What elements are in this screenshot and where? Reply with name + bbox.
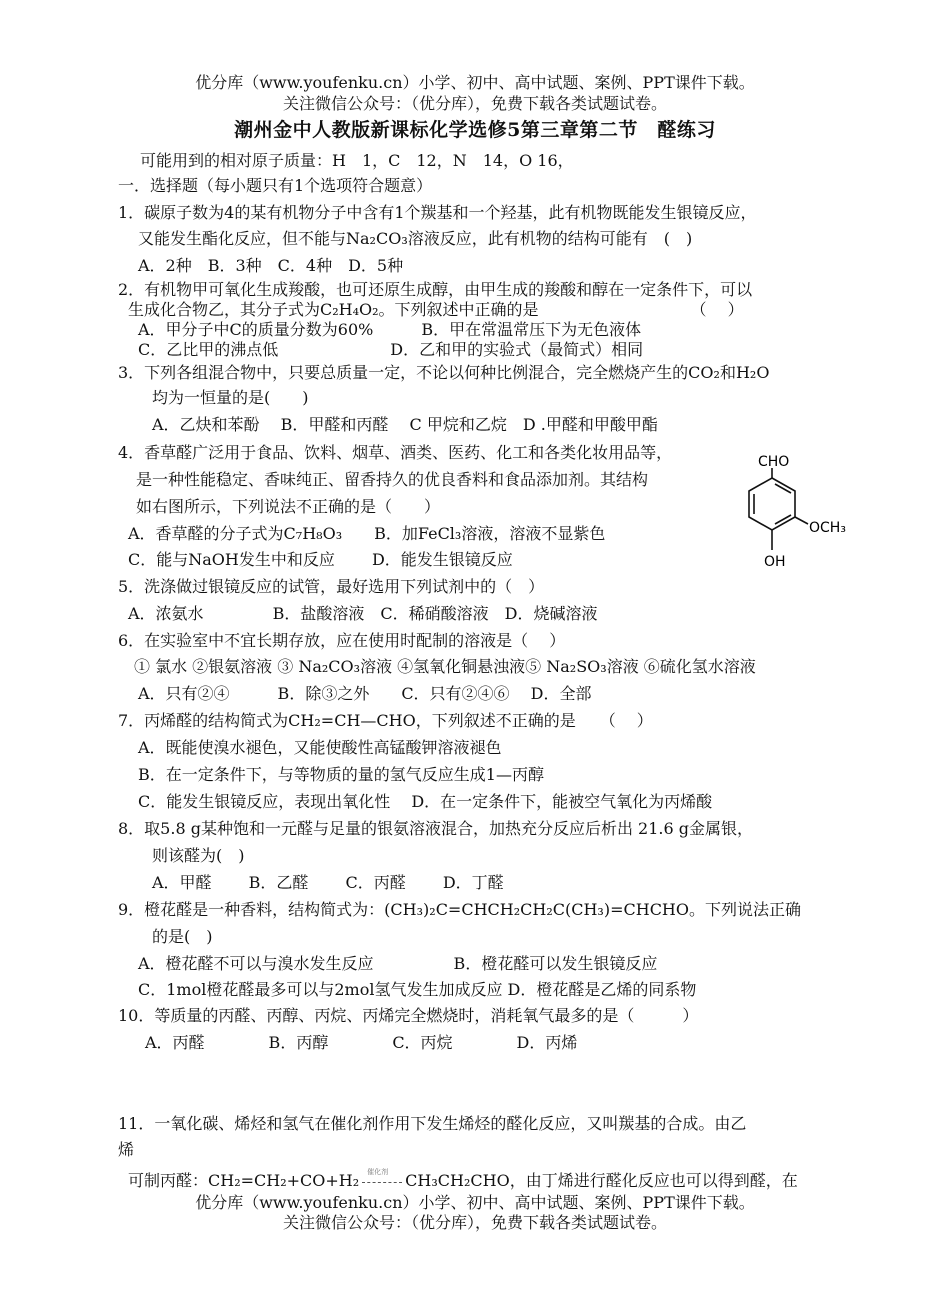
vanillin-structure — [740, 448, 870, 588]
catalyst-label: 催化剂 — [367, 1167, 389, 1176]
q5-line1: 5．洗涤做过银镜反应的试管，最好选用下列试剂中的（ ） — [118, 577, 545, 596]
q9-option-ab: A．橙花醛不可以与溴水发生反应 B．橙花醛可以发生银镜反应 — [138, 954, 658, 973]
q11-equation-left: 可制丙醛：CH₂=CH₂+CO+H₂ — [128, 1171, 360, 1190]
aldehyde-group-label: CHO — [758, 454, 790, 470]
section-heading: 一．选择题（每小题只有1个选项符合题意） — [118, 176, 433, 195]
benzene-ring — [749, 468, 808, 550]
q10-options: A．丙醛 B．丙醇 C．丙烷 D．丙烯 — [145, 1033, 578, 1052]
q9-line1: 9．橙花醛是一种香料，结构简式为：(CH₃)₂C=CHCH₂CH₂C(CH₃)=CHCHO。下列说法正确 — [118, 900, 802, 919]
q3-options: A．乙炔和苯酚 B．甲醛和丙醛 C 甲烷和乙烷 D .甲醛和甲酸甲酯 — [152, 415, 658, 434]
q10-line1: 10．等质量的丙醛、丙醇、丙烷、丙烯完全燃烧时，消耗氧气最多的是（ ） — [118, 1006, 699, 1025]
q11-equation-right: CH₃CH₂CHO，由丁烯进行醛化反应也可以得到醛，在 — [405, 1171, 798, 1190]
q2-option-ab: A．甲分子中C的质量分数为60% B．甲在常温常压下为无色液体 — [138, 320, 642, 339]
q1-line1: 1．碳原子数为4的某有机物分子中含有1个羰基和一个羟基，此有机物既能发生银镜反应， — [118, 203, 757, 222]
catalyst-arrow — [359, 1167, 405, 1189]
q7-option-cd: C．能发生银镜反应，表现出氧化性 D．在一定条件下，能被空气氧化为丙烯酸 — [138, 792, 713, 811]
q4-option-cd: C．能与NaOH发生中和反应 D．能发生银镜反应 — [128, 550, 513, 569]
q7-option-a: A．既能使溴水褪色，又能使酸性高锰酸钾溶液褪色 — [138, 738, 502, 757]
q3-line2: 均为一恒量的是( ) — [152, 388, 309, 407]
arrow-line-icon — [362, 1182, 402, 1183]
q6-options: A．只有②④ B．除③之外 C．只有②④⑥ D．全部 — [138, 684, 592, 703]
page-title: 潮州金中人教版新课标化学选修5第三章第二节 醛练习 — [234, 119, 716, 141]
q6-line1: 6．在实验室中不宜长期存放，应在使用时配制的溶液是（ ） — [118, 631, 566, 650]
q8-line1: 8．取5.8 g某种饱和一元醛与足量的银氨溶液混合，加热充分反应后析出 21.6 g金属银， — [118, 819, 753, 838]
q2-option-cd: C．乙比甲的沸点低 D．乙和甲的实验式（最简式）相同 — [138, 340, 644, 359]
q6-line2: ① 氯水 ②银氨溶液 ③ Na₂CO₃溶液 ④氢氧化铜悬浊液⑤ Na₂SO₃溶液 ⑥硫化氢水溶液 — [134, 657, 756, 676]
q5-options: A．浓氨水 B．盐酸溶液 C．稀硝酸溶液 D．烧碱溶液 — [128, 604, 598, 623]
footer-line-1: 优分库（www.youfenku.cn）小学、初中、高中试题、案例、PPT课件下载。 — [195, 1193, 755, 1212]
q4-line1: 4．香草醛广泛用于食品、饮料、烟草、酒类、医药、化工和各类化妆用品等， — [118, 443, 673, 462]
q1-options: A．2种 B．3种 C．4种 D．5种 — [138, 256, 404, 275]
q1-line2: 又能发生酯化反应，但不能与Na₂CO₃溶液反应，此有机物的结构可能有 ( ) — [138, 229, 693, 248]
q8-line2: 则该醛为( ) — [152, 846, 245, 865]
q2-line2: 生成化合物乙，其分子式为C₂H₄O₂。下列叙述中正确的是 （ ） — [128, 300, 744, 319]
q7-line1: 7．丙烯醛的结构简式为CH₂=CH—CHO，下列叙述不正确的是 （ ） — [118, 711, 653, 730]
header-line-2: 关注微信公众号：（优分库），免费下载各类试题试卷。 — [282, 94, 667, 113]
q3-line1: 3．下列各组混合物中，只要总质量一定，不论以何种比例混合，完全燃烧产生的CO₂和H₂O — [118, 363, 770, 382]
q4-line3: 如右图所示，下列说法不正确的是（ ） — [136, 497, 441, 516]
q4-line2: 是一种性能稳定、香味纯正、留香持久的优良香料和食品添加剂。其结构 — [136, 470, 649, 489]
q11-line1: 11．一氧化碳、烯烃和氢气在催化剂作用下发生烯烃的醛化反应，又叫羰基的合成。由乙 — [118, 1114, 747, 1133]
q2-line1: 2．有机物甲可氧化生成羧酸，也可还原生成醇，由甲生成的羧酸和醇在一定条件下，可以 — [118, 280, 753, 299]
q4-option-ab: A．香草醛的分子式为C₇H₈O₃ B．加FeCl₃溶液，溶液不显紫色 — [128, 524, 606, 543]
q11-line3 — [128, 1167, 798, 1191]
q7-option-b: B．在一定条件下，与等物质的量的氢气反应生成1—丙醇 — [138, 765, 544, 784]
q8-options: A．甲醛 B．乙醛 C．丙醛 D．丁醛 — [152, 873, 504, 892]
q11-line2: 烯 — [118, 1140, 135, 1159]
hydroxyl-group-label: OH — [764, 554, 786, 570]
header-line-1: 优分库（www.youfenku.cn）小学、初中、高中试题、案例、PPT课件下载。 — [195, 73, 755, 92]
methoxy-group-label: OCH₃ — [809, 520, 846, 536]
q9-option-cd: C．1mol橙花醛最多可以与2mol氢气发生加成反应 D．橙花醛是乙烯的同系物 — [138, 980, 697, 999]
atomic-masses: 可能用到的相对原子质量：H 1，C 12，N 14，O 16， — [140, 151, 574, 170]
q9-line2: 的是( ) — [152, 927, 213, 946]
footer-line-2: 关注微信公众号：（优分库），免费下载各类试题试卷。 — [282, 1213, 667, 1232]
